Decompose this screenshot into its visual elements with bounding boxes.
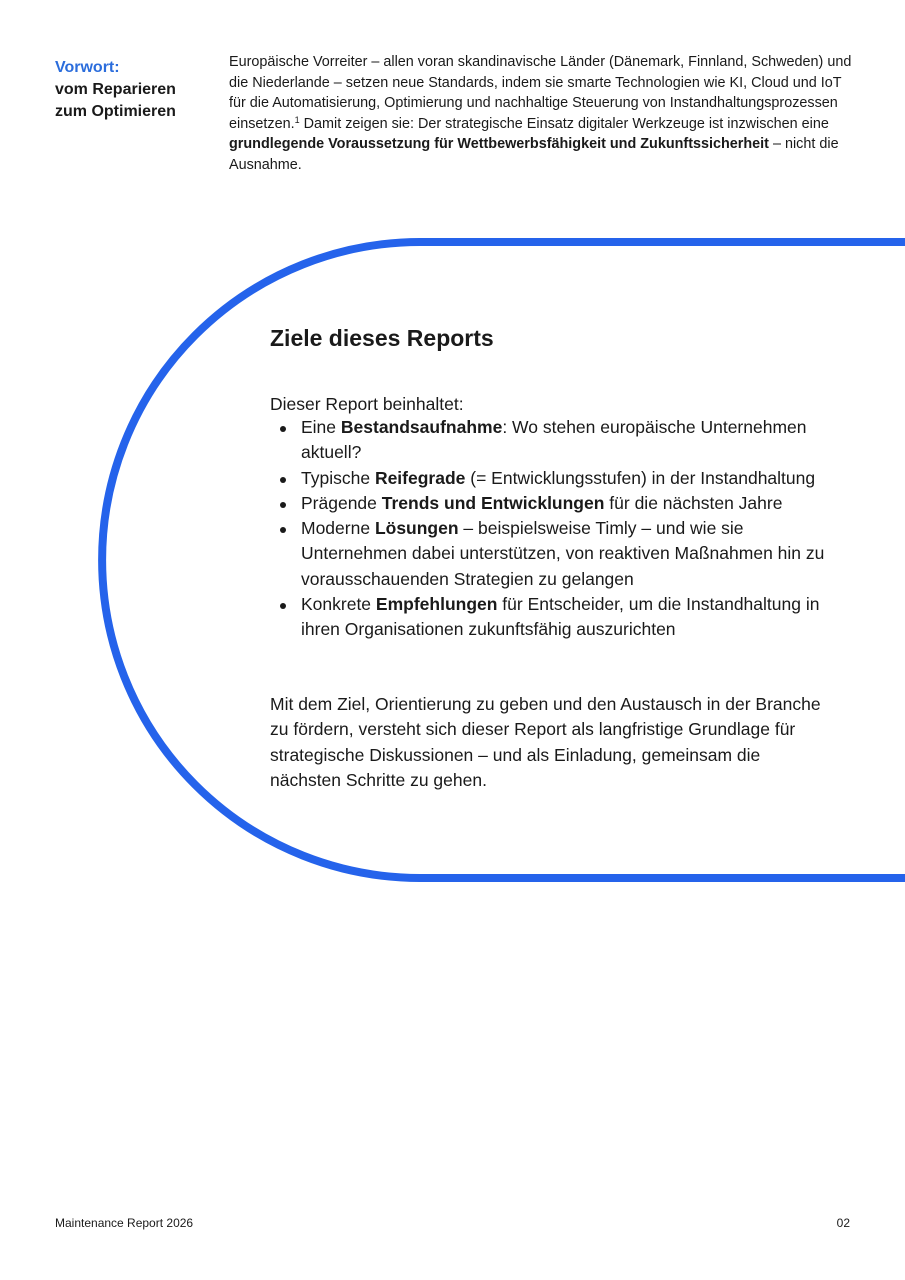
bullet-icon bbox=[280, 426, 286, 432]
footnote-marker: 1 bbox=[294, 114, 300, 125]
bullet-icon bbox=[280, 527, 286, 533]
section-title-line-2: vom Reparieren bbox=[55, 81, 176, 98]
intro-text-2: Damit zeigen sie: Der strategische Einsatz digitaler Werkzeuge ist inzwischen eine bbox=[299, 115, 829, 132]
closing-paragraph: Mit dem Ziel, Orientierung zu geben und den Austausch in der Branche zu fördern, versteht sich dieser Report als langfristige Grundlage für strategische Diskussionen – und als Einladung, gemeinsam die nächsten Schritte zu gehen. bbox=[270, 694, 821, 790]
section-title-line-3: zum Optimieren bbox=[55, 103, 176, 120]
list-item: Konkrete Empfehlungen für Entscheider, um die Instandhaltung in ihren Organisationen zukunftsfähig auszurichten bbox=[270, 592, 840, 643]
intro-emphasis: grundlegende Voraussetzung für Wettbewerbsfähigkeit und Zukunftssicherheit bbox=[229, 136, 769, 152]
list-item: Eine Bestandsaufnahme: Wo stehen europäische Unternehmen aktuell? bbox=[270, 415, 840, 466]
list-item: Typische Reifegrade (= Entwicklungsstufen) in der Instandhaltung bbox=[270, 466, 840, 491]
list-item: Prägende Trends und Entwicklungen für die nächsten Jahre bbox=[270, 491, 840, 516]
page-number: 02 bbox=[836, 1216, 850, 1230]
list-item: Moderne Lösungen – beispielsweise Timly – und wie sie Unternehmen dabei unterstützen, von reaktiven Maßnahmen hin zu vorausschauenden Strategien zu gelangen bbox=[270, 516, 840, 592]
bullet-icon bbox=[280, 502, 286, 508]
intro-paragraph bbox=[229, 52, 854, 175]
goals-lead: Dieser Report beinhaltet: bbox=[270, 394, 464, 414]
section-title-accent: Vorwort: bbox=[55, 59, 120, 76]
section-title bbox=[55, 57, 215, 123]
bullet-icon bbox=[280, 603, 286, 609]
goals-list bbox=[270, 415, 840, 643]
footer-report-name: Maintenance Report 2026 bbox=[55, 1216, 194, 1230]
bullet-icon bbox=[280, 477, 286, 483]
intro-text-1: Europäische Vorreiter – allen voran skandinavische Länder (Dänemark, Finnland, Schweden) und die Niederlande – setzen neue Standards, indem sie smarte Technologien wie KI, Cloud und IoT für die Automatisierung, Optimierung und nachhaltige Steuerung von Instandhaltungsprozessen einsetzen. bbox=[229, 54, 852, 132]
goals-heading: Ziele dieses Reports bbox=[270, 325, 494, 351]
intro-text-3: – nicht die Ausnahme. bbox=[229, 136, 839, 173]
